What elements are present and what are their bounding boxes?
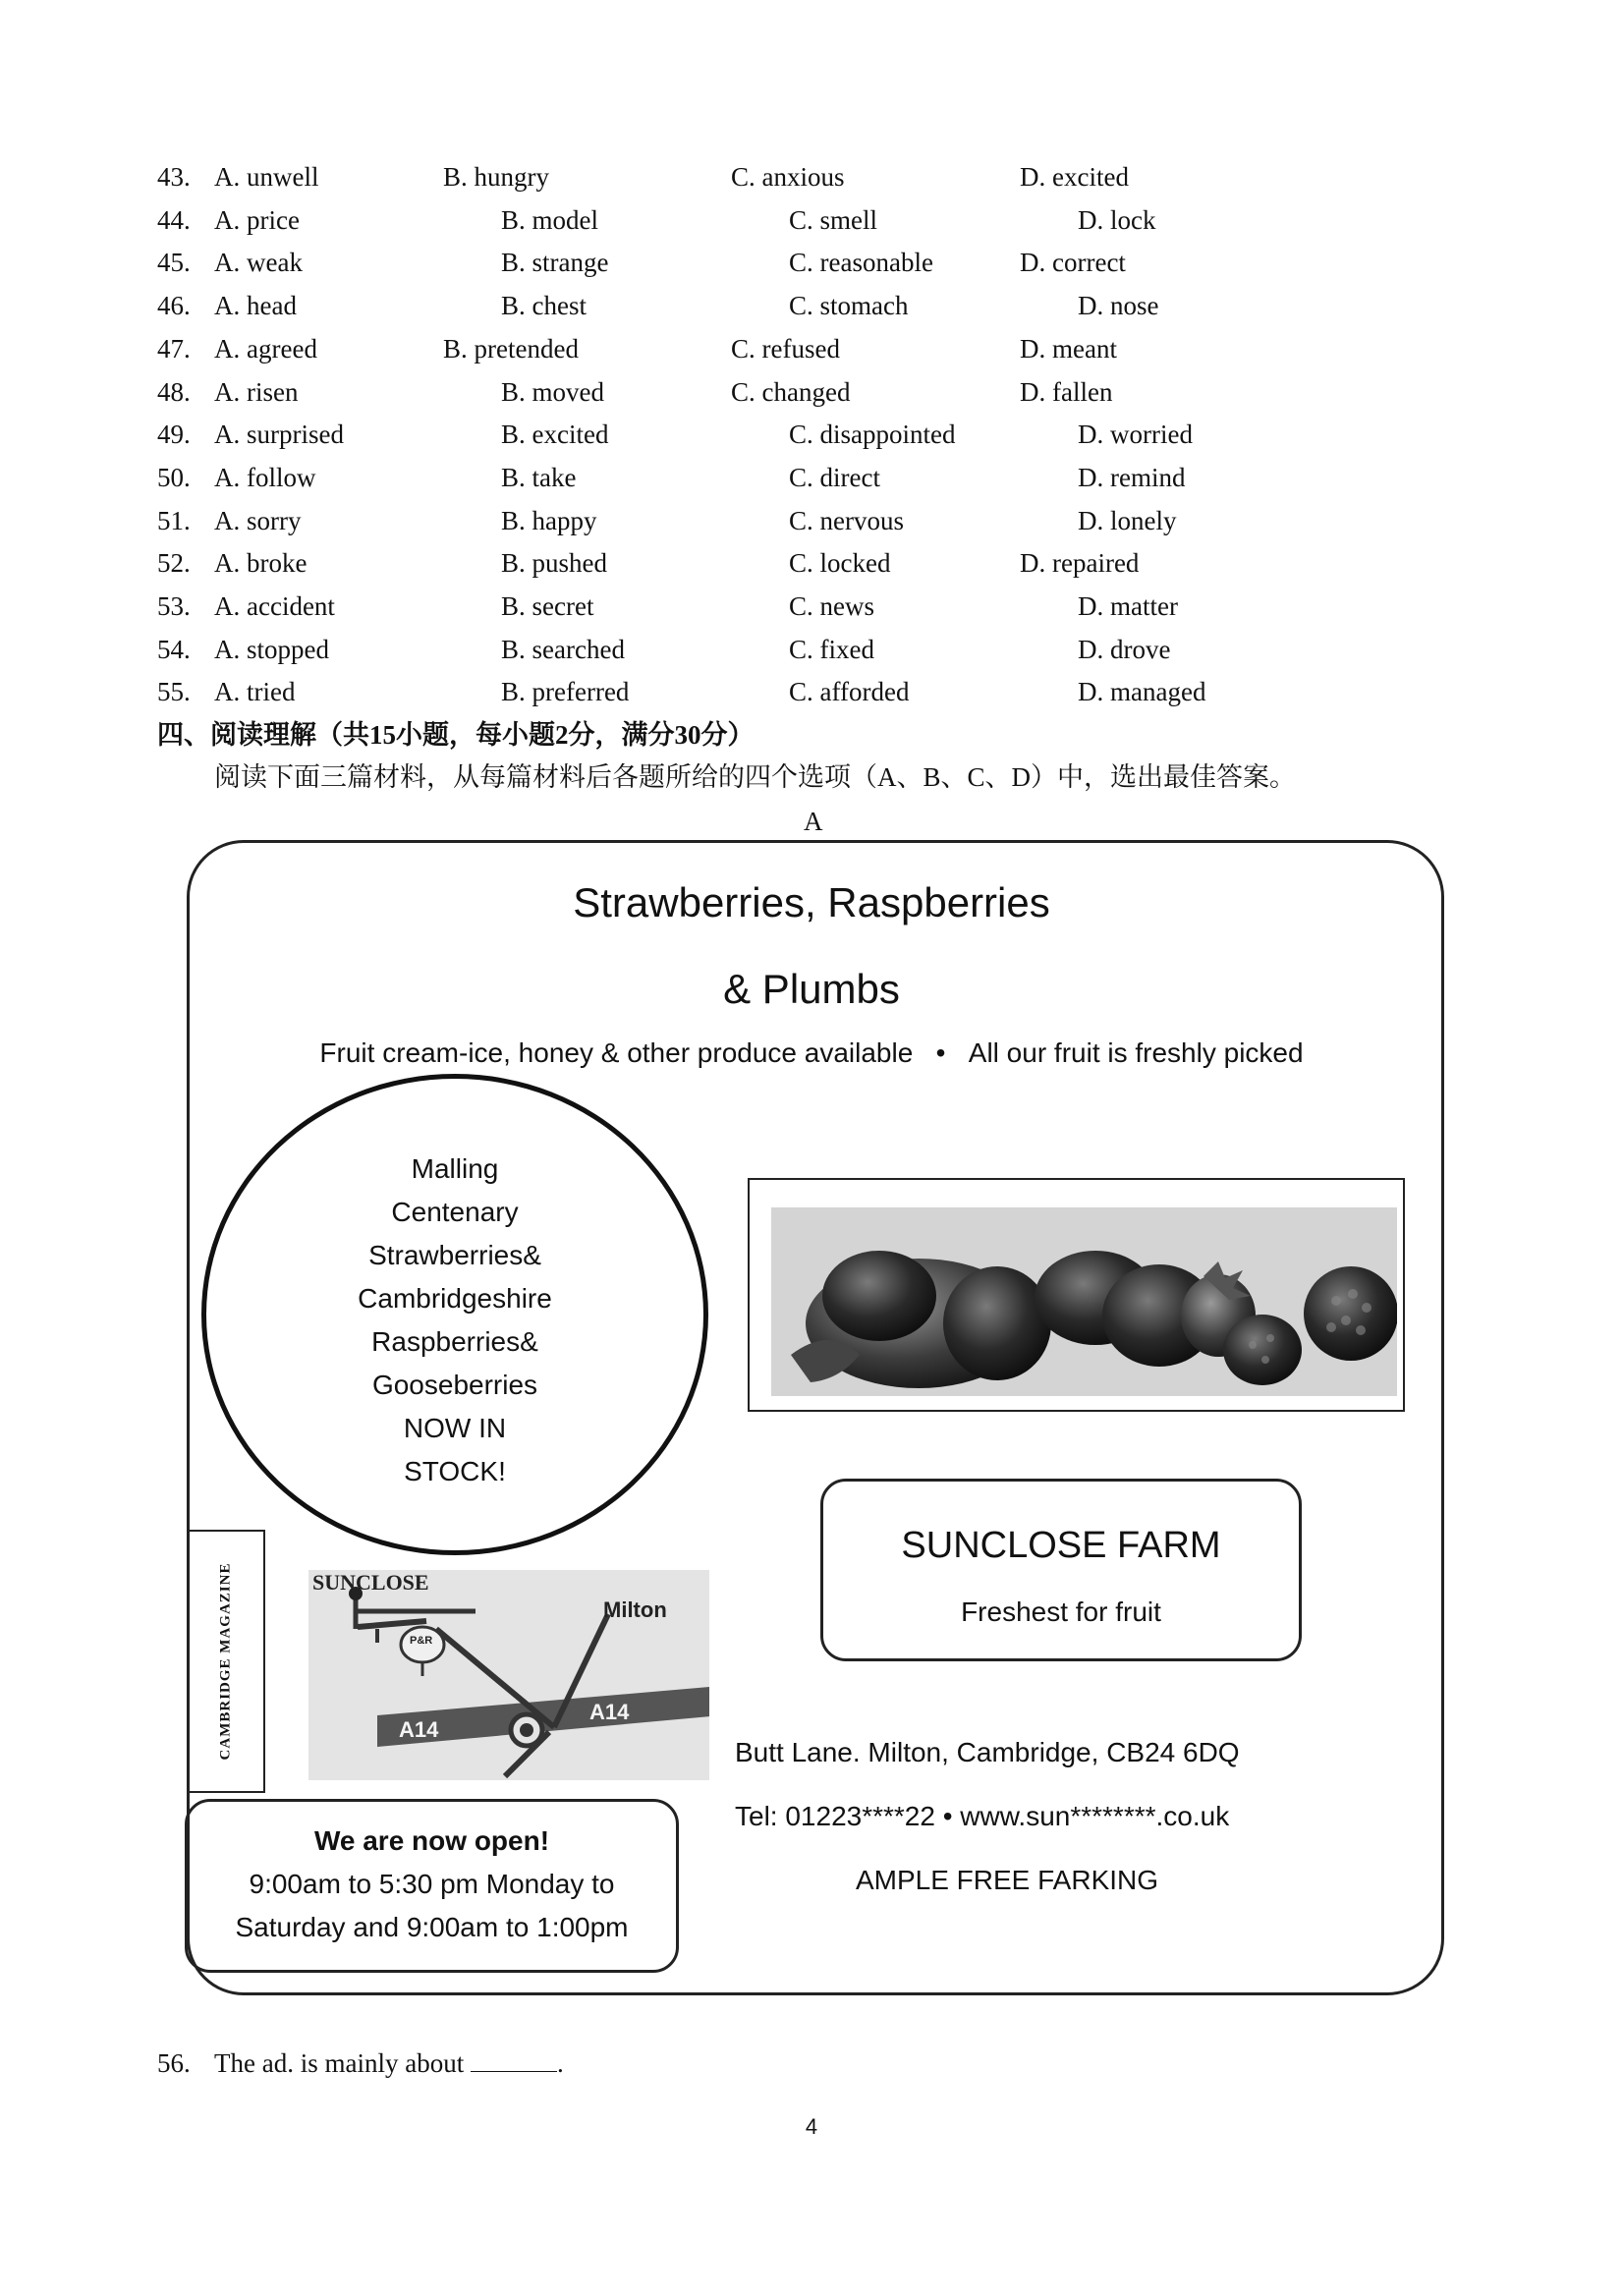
map-label-sunclose: SUNCLOSE <box>312 1570 429 1595</box>
stock-line: NOW IN <box>403 1413 507 1443</box>
option-a: A. sorry <box>214 505 302 535</box>
option-b: B. strange <box>501 248 609 278</box>
option-row <box>0 243 1623 282</box>
option-c: C. smell <box>789 204 878 235</box>
map-label-park-and-ride: P&R <box>410 1635 433 1647</box>
option-b: B. hungry <box>443 162 549 192</box>
option-number: 45. <box>157 248 191 278</box>
magazine-label: CAMBRIDGE MAGAZINE <box>217 1562 234 1761</box>
option-a: A. broke <box>214 548 308 579</box>
option-d: D. matter <box>1078 591 1178 621</box>
option-row <box>0 157 1623 196</box>
option-b: B. chest <box>501 291 587 321</box>
bullet-separator: • <box>935 1037 946 1068</box>
option-c: C. locked <box>789 548 891 579</box>
hours-line-1: 9:00am to 5:30 pm Monday to <box>249 1869 615 1899</box>
parking-info: AMPLE FREE FARKING <box>855 1865 1159 1895</box>
stock-line: Centenary <box>391 1197 519 1227</box>
fruit-illustration <box>771 1207 1397 1396</box>
section-instruction: 阅读下面三篇材料，从每篇材料后各题所给的四个选项（A、B、C、D）中，选出最佳答案。 <box>214 762 1297 792</box>
hours-title: We are now open! <box>313 1825 550 1856</box>
option-d: D. worried <box>1078 420 1193 450</box>
farm-name: SUNCLOSE FARM <box>901 1525 1221 1566</box>
option-a: A. weak <box>214 248 303 278</box>
option-row <box>0 458 1623 497</box>
option-row <box>0 329 1623 368</box>
page-number: 4 <box>805 2114 818 2139</box>
stock-line: Strawberries& <box>368 1240 541 1270</box>
option-row <box>0 543 1623 583</box>
option-b: B. moved <box>501 376 604 407</box>
opening-hours <box>185 1820 679 1949</box>
option-a: A. unwell <box>214 162 319 192</box>
location-map <box>308 1570 709 1780</box>
option-b: B. pretended <box>443 333 579 364</box>
option-number: 55. <box>157 677 191 707</box>
option-number: 53. <box>157 591 191 621</box>
ad-title-line1: Strawberries, Raspberries <box>573 879 1050 925</box>
stock-line: STOCK! <box>404 1456 506 1486</box>
map-label-milton: Milton <box>603 1597 667 1622</box>
option-c: C. refused <box>731 333 840 364</box>
option-d: D. nose <box>1078 291 1159 321</box>
fruit-photo <box>771 1207 1397 1396</box>
option-b: B. preferred <box>501 677 630 707</box>
option-d: D. remind <box>1078 462 1186 492</box>
stock-circle-text <box>201 1148 708 1493</box>
option-b: B. excited <box>501 420 609 450</box>
option-d: D. lonely <box>1078 505 1177 535</box>
stock-line: Malling <box>411 1153 499 1184</box>
question-number: 56. <box>157 2048 191 2078</box>
option-b: B. searched <box>501 634 625 664</box>
option-number: 44. <box>157 204 191 235</box>
question-text: The ad. is mainly about <box>214 2048 465 2078</box>
option-row <box>0 672 1623 711</box>
farm-address: Butt Lane. Milton, Cambridge, CB24 6DQ <box>735 1737 1240 1767</box>
option-row <box>0 200 1623 240</box>
option-c: C. disappointed <box>789 420 956 450</box>
option-c: C. anxious <box>731 162 845 192</box>
option-a: A. agreed <box>214 333 317 364</box>
option-number: 46. <box>157 291 191 321</box>
option-b: B. happy <box>501 505 597 535</box>
hours-line-2: Saturday and 9:00am to 1:00pm <box>235 1912 629 1942</box>
option-d: D. fallen <box>1020 376 1113 407</box>
option-number: 52. <box>157 548 191 579</box>
passage-label: A <box>804 807 823 836</box>
answer-blank <box>471 2045 557 2072</box>
option-number: 43. <box>157 162 191 192</box>
stock-line: Cambridgeshire <box>358 1283 552 1314</box>
option-row <box>0 286 1623 325</box>
map-label-road-left: A14 <box>399 1717 439 1742</box>
option-number: 48. <box>157 376 191 407</box>
option-c: C. reasonable <box>789 248 933 278</box>
option-d: D. drove <box>1078 634 1171 664</box>
option-a: A. risen <box>214 376 299 407</box>
option-a: A. tried <box>214 677 296 707</box>
option-row <box>0 587 1623 626</box>
map-label-road-right: A14 <box>589 1700 630 1724</box>
option-c: C. stomach <box>789 291 909 321</box>
option-c: C. direct <box>789 462 880 492</box>
option-a: A. head <box>214 291 297 321</box>
option-c: C. afforded <box>789 677 910 707</box>
option-a: A. accident <box>214 591 335 621</box>
option-number: 54. <box>157 634 191 664</box>
option-number: 51. <box>157 505 191 535</box>
farm-tagline: Freshest for fruit <box>961 1596 1161 1627</box>
option-d: D. repaired <box>1020 548 1140 579</box>
option-d: D. correct <box>1020 248 1126 278</box>
option-row <box>0 372 1623 412</box>
option-d: D. meant <box>1020 333 1117 364</box>
section-heading: 四、阅读理解（共15小题，每小题2分，满分30分） <box>157 720 755 750</box>
option-b: B. take <box>501 462 577 492</box>
farm-contact: Tel: 01223****22 • www.sun********.co.uk <box>735 1801 1230 1831</box>
option-a: A. surprised <box>214 420 344 450</box>
option-c: C. fixed <box>789 634 874 664</box>
option-row <box>0 501 1623 540</box>
option-b: B. model <box>501 204 598 235</box>
farm-name-box <box>820 1479 1302 1661</box>
ad-subtitle-left: Fruit cream-ice, honey & other produce available <box>319 1037 914 1068</box>
stock-line: Raspberries& <box>371 1326 538 1357</box>
option-d: D. lock <box>1078 204 1156 235</box>
option-a: A. price <box>214 204 300 235</box>
ad-subtitle <box>0 1034 1623 1073</box>
option-number: 49. <box>157 420 191 450</box>
option-number: 50. <box>157 462 191 492</box>
stock-line: Gooseberries <box>371 1370 538 1400</box>
option-c: C. news <box>789 591 874 621</box>
option-row <box>0 630 1623 669</box>
ad-title-line2: & Plumbs <box>723 966 900 1012</box>
option-b: B. secret <box>501 591 594 621</box>
question-end: . <box>556 2048 564 2078</box>
question-56 <box>157 2044 564 2083</box>
option-row <box>0 415 1623 454</box>
option-number: 47. <box>157 333 191 364</box>
option-d: D. excited <box>1020 162 1129 192</box>
option-c: C. changed <box>731 376 851 407</box>
option-a: A. follow <box>214 462 316 492</box>
option-b: B. pushed <box>501 548 607 579</box>
option-d: D. managed <box>1078 677 1206 707</box>
option-c: C. nervous <box>789 505 904 535</box>
option-a: A. stopped <box>214 634 329 664</box>
ad-subtitle-right: All our fruit is freshly picked <box>968 1037 1304 1068</box>
